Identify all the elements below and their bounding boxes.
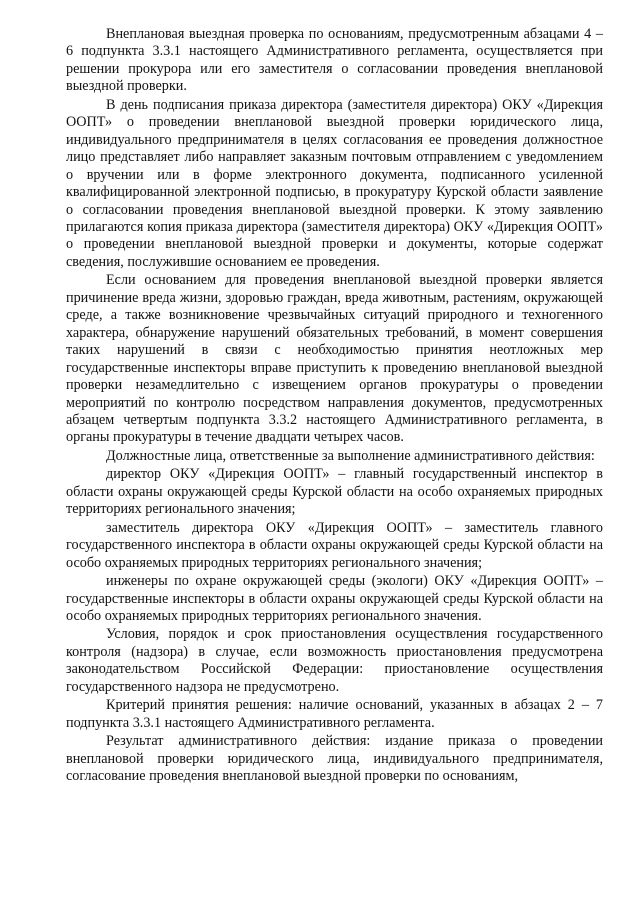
paragraph-urgent-inspection: Если основанием для проведения внеплановой выездной проверки является причинение вреда жизни, здоровью граждан, вреда животным, растениям, окружающей среде, а также возникновение чрезвычайных ситуаций природного и техногенного характера, обнаружение нарушений обязательных требований, в момент совершения таких нарушений в связи с необходимостью принятия неотложных мер государственные инспекторы вправе приступить к проведению внеплановой выездной проверки незамедлительно с извещением органов прокуратуры о проведении мероприятий по контролю посредством направления документов, предусмотренных абзацем четвертым подпункта 3.3.2 настоящего Административного регламента, в органы прокуратуры в течение двадцати четырех часов. (66, 272, 603, 446)
paragraph-deputy-director: заместитель директора ОКУ «Дирекция ООПТ» – заместитель главного государственного инспектора в области охраны окружающей среды Курской области на особо охраняемых природных территориях регионального значения; (66, 519, 603, 571)
paragraph-unscheduled-inspection-grounds: Внеплановая выездная проверка по основаниям, предусмотренным абзацами 4 – 6 подпункта 3.3.1 настоящего Административного регламента, осуществляется при решении прокурора или его заместителя о согласовании проведения внеплановой выездной проверки. (66, 26, 603, 95)
paragraph-responsible-officials: Должностные лица, ответственные за выполнение административного действия: (106, 447, 595, 464)
paragraph-engineers: инженеры по охране окружающей среды (экологи) ОКУ «Дирекция ООПТ» – государственные инспекторы в области охраны окружающей среды Курской области на особо охраняемых природных территориях регионального значения. (66, 573, 603, 624)
paragraph-decision-criterion: Критерий принятия решения: наличие оснований, указанных в абзацах 2 – 7 подпункта 3.3.1 настоящего Административного регламента. (66, 697, 603, 731)
paragraph-approval-application: В день подписания приказа директора (заместителя директора) ОКУ «Дирекция ООПТ» о проведении внеплановой выездной проверки юридического лица, индивидуального предпринимателя в целях согласования ее проведения должностное лицо представляет либо направляет заказным почтовым отправлением с уведомлением о вручении или в форме электронного документа, подписанного усиленной квалифицированной электронной подписью, в прокуратуру Курской области заявление о согласовании проведения внеплановой выездной проверки. К этому заявлению прилагаются копия приказа директора (заместителя директора) ОКУ «Дирекция ООПТ» о проведении внеплановой выездной проверки и документы, которые содержат сведения, послужившие основанием ее проведения. (66, 96, 603, 270)
paragraph-director: директор ОКУ «Дирекция ООПТ» – главный государственный инспектор в области охраны окружающей среды Курской области на особо охраняемых природных территориях регионального значения; (66, 466, 603, 518)
paragraph-action-result: Результат административного действия: издание приказа о проведении внеплановой проверки юридического лица, индивидуального предпринимателя, согласование проведения внеплановой выездной проверки по основаниям, (66, 733, 603, 785)
paragraph-suspension-conditions: Условия, порядок и срок приостановления осуществления государственного контроля (надзора) в случае, если возможность приостановления предусмотрена законодательством Российской Федерации: приостановление осуществления государственного надзора не предусмотрено. (66, 626, 603, 695)
document-body (66, 26, 603, 786)
